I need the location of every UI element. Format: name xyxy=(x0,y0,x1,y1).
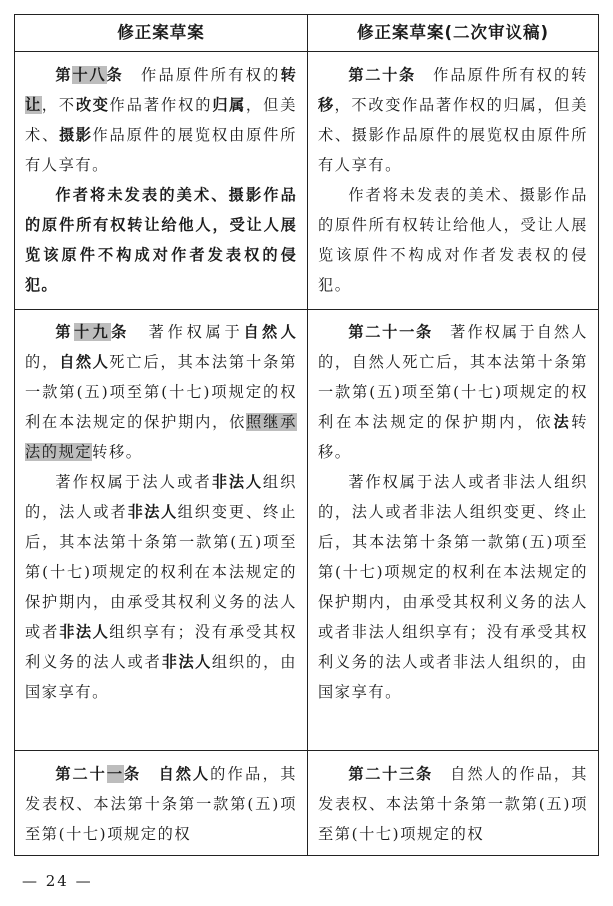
text-run: 著作权属于 xyxy=(129,323,244,341)
text-run: 著作权属于自然人的，自然人死亡后，其本法第十条第一款第(五)项至第(十七)项规定的权利在本法规定的保护期内，依 xyxy=(318,323,588,431)
bold-text: 第 xyxy=(55,66,73,84)
row-divider-1 xyxy=(15,309,598,310)
row3-right-cell xyxy=(318,759,588,853)
bold-text: 第二十条 xyxy=(348,66,416,84)
text-run: ，不改变作品著作权的归属，但美术、摄影作品原件的展览权由原件所有人享有。 xyxy=(318,96,588,174)
bold-text: 非法人 xyxy=(161,653,212,671)
comparison-table xyxy=(14,14,599,856)
text-run: 的， xyxy=(25,353,60,371)
text-run: ，不 xyxy=(41,96,77,114)
header-right: 修正案草案(二次审议稿) xyxy=(356,23,550,42)
bold-text: 摄影 xyxy=(59,126,93,144)
text-run: 作品著作权的 xyxy=(109,96,213,114)
text-run: 组织的，法人或者 xyxy=(25,473,297,521)
paragraph xyxy=(25,60,297,180)
paragraph xyxy=(318,317,588,467)
bold-text: 作者将未发表的美术、摄影作品的原件所有权转让给他人，受让人展览该原件不构成对作者发表权的侵犯。 xyxy=(25,186,297,294)
bold-text: 非法人 xyxy=(127,503,178,521)
bold-text: 自然人 xyxy=(59,353,110,371)
paragraph xyxy=(25,180,297,300)
text-run: 组织享有；没有承受其权利义务的法人或者 xyxy=(25,623,297,671)
bold-text: 第 xyxy=(55,323,74,341)
paragraph xyxy=(318,467,588,707)
highlighted-text: 让 xyxy=(25,96,42,114)
row1-right-cell xyxy=(318,60,588,305)
text-run: 转移。 xyxy=(92,443,143,461)
bold-text: 第二十三条 xyxy=(348,765,433,783)
text-run xyxy=(141,765,159,783)
text-run: 死亡后，其本法第十条第一款第(五)项至第(十七)项规定的权利在本法规定的保护期内，依 xyxy=(25,353,297,431)
row2-left-cell xyxy=(25,317,297,745)
header-left: 修正案草案 xyxy=(117,23,205,42)
highlighted-text: 十九 xyxy=(73,323,112,341)
bold-text: 移 xyxy=(318,96,335,114)
bold-text: 非法人 xyxy=(59,623,110,641)
bold-text: 法 xyxy=(553,413,572,431)
text-run: 组织的，由国家享有。 xyxy=(25,653,297,701)
highlighted-text: 照继承法的规定 xyxy=(25,413,297,461)
text-run: 著作权属于法人或者非法人组织的，法人或者非法人组织变更、终止后，其本法第十条第一款第(五)项至第(十七)项规定的权利在本法规定的保护期内，由承受其权利义务的法人或者非法人组织享有；没有承受其权利义务的法人或者非法人组织的，由国家享有。 xyxy=(318,473,588,701)
text-run: ，但美术、 xyxy=(25,96,297,144)
bold-text: 归属 xyxy=(212,96,246,114)
bold-text: 条 xyxy=(111,323,130,341)
text-run: 的作品，其发表权、本法第十条第一款第(五)项至第(十七)项规定的权 xyxy=(25,765,297,843)
column-divider xyxy=(307,15,308,855)
paragraph xyxy=(318,180,588,300)
bold-text: 第二十 xyxy=(55,765,107,783)
text-run: 著作权属于法人或者 xyxy=(55,473,212,491)
page-number: — 24 — xyxy=(22,872,93,890)
bold-text: 自然人 xyxy=(158,765,211,783)
text-run: 作品原件所有权的转 xyxy=(415,66,588,84)
bold-text: 第二十一条 xyxy=(348,323,433,341)
row3-left-cell xyxy=(25,759,297,853)
row1-left-cell xyxy=(25,60,297,305)
bold-text: 条 xyxy=(106,66,124,84)
bold-text: 改变 xyxy=(76,96,110,114)
paragraph xyxy=(25,317,297,467)
text-run: 组织变更、终止后，其本法第十条第一款第(五)项至第(十七)项规定的权利在本法规定的保护期内，由承受其权利义务的法人或者 xyxy=(25,503,297,641)
bold-text: 条 xyxy=(123,765,142,783)
text-run: 作品原件的展览权由原件所有人享有。 xyxy=(25,126,297,174)
paragraph xyxy=(318,60,588,180)
text-run: 作者将未发表的美术、摄影作品的原件所有权转让给他人，受让人展览该原件不构成对作者发表权的侵犯。 xyxy=(318,186,588,294)
paragraph xyxy=(318,759,588,849)
table-header xyxy=(15,15,598,52)
bold-text: 非法人 xyxy=(211,473,263,491)
paragraph xyxy=(25,759,297,849)
bold-text: 转 xyxy=(280,66,297,84)
bold-text: 自然人 xyxy=(243,323,297,341)
text-run: 自然人的作品，其发表权、本法第十条第一款第(五)项至第(十七)项规定的权 xyxy=(318,765,588,843)
text-run: 作品原件所有权的 xyxy=(123,66,281,84)
highlighted-text: 一 xyxy=(106,765,124,783)
highlighted-text: 十八 xyxy=(72,66,107,84)
row-divider-2 xyxy=(15,750,598,751)
paragraph xyxy=(25,467,297,707)
text-run: 转移。 xyxy=(318,413,588,461)
row2-right-cell xyxy=(318,317,588,745)
